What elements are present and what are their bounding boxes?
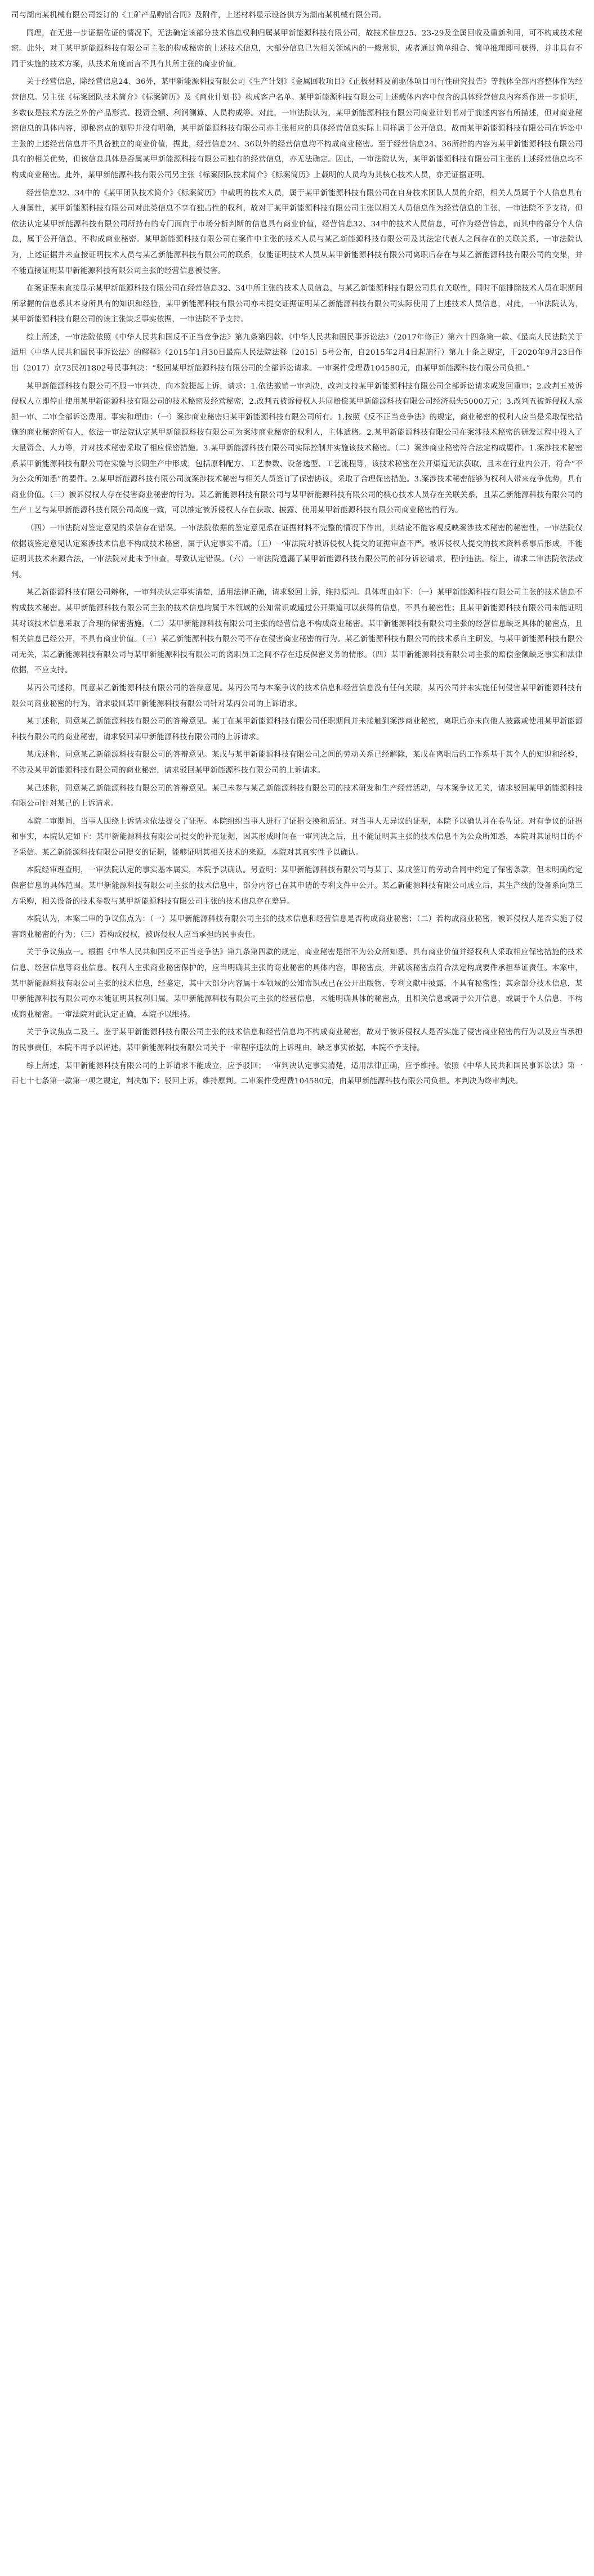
paragraph-15: 本院经审理查明，一审法院认定的事实基本属实，本院予以确认。另查明：某甲新能源科技有限公司与某丁、某戊签订的劳动合同中约定了保密条款，但未明确约定保密信息的具体范围。某甲新能源科技有限公司主张的技术信息中，部分内容已在其申请的专利文件中公开。某乙新能源科技有限公司成立后，其生产线的设备系向第三方采购，相关设备的技术参数与某甲新能源科技有限公司主张的技术信息存在差异。 xyxy=(11,866,583,906)
paragraph-9: 某乙新能源科技有限公司辩称，一审判决认定事实清楚，适用法律正确，请求驳回上诉，维持原判。具体理由如下：（一）某甲新能源科技有限公司主张的技术信息不构成技术秘密。某甲新能源科技有限公司主张的技术信息均属于本领域的公知常识或通过公开渠道可以获得的信息，不具有秘密性；且某甲新能源科技有限公司未能证明其对该技术信息采取了合理的保密措施。（二）某甲新能源科技有限公司主张的经营信息不构成商业秘密。某甲新能源科技有限公司主张的经营信息缺乏具体的秘密点，且相关信息已经公开，不具有商业价值。（三）某乙新能源科技有限公司不存在侵害商业秘密的行为。某乙新能源科技有限公司的技术系自主研发，与某甲新能源科技有限公司无关，某乙新能源科技有限公司与某甲新能源科技有限公司的离职员工之间不存在违反保密义务的情形。（四）某甲新能源科技有限公司主张的赔偿金额缺乏事实和法律依据，不应支持。 xyxy=(11,588,583,675)
paragraph-2: 同理，在无进一步证据佐证的情况下，无法确定该部分技术信息权利归属某甲新能源科技有限公司，故技术信息25、23-29及金属回收及重新利用，可不构成技术秘密。此外，对于某甲新能源科技有限公司主张的构成秘密的上述技术信息，大部分信息已为相关领域内的一般常识，或者通过简单组合、简单推理即可获得，并非具有不同于实施的技术方案，从技术角度而言不具有其所主张的商业价值。 xyxy=(11,29,583,69)
paragraph-10: 某丙公司述称，同意某乙新能源科技有限公司的答辩意见。某丙公司与本案争议的技术信息和经营信息没有任何关联，某丙公司并未实施任何侵害某甲新能源科技有限公司商业秘密的行为，请求驳回某甲新能源科技有限公司针对某丙公司的上诉请求。 xyxy=(11,684,583,708)
paragraph-7: 某甲新能源科技有限公司不服一审判决，向本院提起上诉，请求：1.依法撤销一审判决，改判支持某甲新能源科技有限公司全部诉讼请求或发回重审；2.改判五被诉侵权人立即停止使用某甲新能源科技有限公司的技术秘密及经营秘密，2.改判五被诉侵权人共同赔偿某甲新能源科技有限公司经济损失5000万元；3.改判五被诉侵权人承担一审、二审全部诉讼费用。事实和理由：（一）案涉商业秘密归某甲新能源科技有限公司所有。1.按照《反不正当竞争法》的规定，商业秘密的权利人应当是采取保密措施的商业秘密所有人，依法一审法院认定某甲新能源科技有限公司为案涉商业秘密的权利人，主体适格。2.某甲新能源科技有限公司在案涉技术秘密的研发过程中投入了大量资金、人力等，并对技术秘密采取了相应保密措施。3.某甲新能源科技有限公司实际控制并实施该技术秘密。（二）案涉商业秘密符合法定构成要件。1.案涉技术秘密系某甲新能源科技有限公司在实验与长期生产中形成，包括原料配方、工艺参数、设备选型、工艺流程等，该技术秘密在公开渠道无法获取，且未在行业内公开，符合“不为公众所知悉”的要件。2.某甲新能源科技有限公司就案涉技术秘密与相关人员签订了保密协议，采取了合理保密措施。3.案涉技术秘密能够为权利人带来竞争优势，具有商业价值。（三）被诉侵权人存在侵害商业秘密的行为。某乙新能源科技有限公司与某甲新能源科技有限公司的核心技术人员存在关联关系，且某乙新能源科技有限公司的生产工艺与某甲新能源科技有限公司高度一致，可以推定被诉侵权人存在获取、披露、使用某甲新能源科技有限公司商业秘密的行为。 xyxy=(11,382,583,515)
paragraph-14: 本院二审期间，当事人围绕上诉请求依法提交了证据。本院组织当事人进行了证据交换和质证。对当事人无异议的证据，本院予以确认并在卷佐证。对有争议的证据和事实，本院认定如下：某甲新能源科技有限公司提交的补充证据，因其形成时间在一审判决之后，且不能证明其主张的技术信息不为公众所知悉，本院对其证明目的不予采信。某乙新能源科技有限公司提交的证据，能够证明其相关技术的来源，本院对其真实性予以确认。 xyxy=(11,817,583,857)
paragraph-4: 经营信息32、34中的《某甲团队技术简介》《标案简历》中载明的技术人员，属于某甲新能源科技有限公司在自身技术团队人员的介绍，相关人员属于个人信息具有人身属性，某甲新能源科技有限公司对此类信息不享有独占性的权利，故对于某甲新能源科技有限公司主张以相关人员信息作为经营信息的主张，一审法院不予支持，但依法认定某甲新能源科技有限公司所持有的专门面向于市场分析判断的信息具有商业价值，经营信息32、34中的技术人员信息，可作为经营信息，而其中的部分个人信息，属于公开信息，不构成商业秘密。某甲新能源科技有限公司在案件中主张的技术人员与某乙新能源科技有限公司及其法定代表人之间存在的关联关系，一审法院认为，上述证据并未直接证明技术人员与某乙新能源科技有限公司的联系，仅能证明技术人员从某甲新能源科技有限公司离职后存在与某乙新能源科技有限公司的交集，并不能直接证明某甲新能源科技有限公司主张的经营信息被侵害。 xyxy=(11,189,583,275)
paragraph-6: 综上所述，一审法院依照《中华人民共和国反不正当竞争法》第九条第四款、《中华人民共和国民事诉讼法》（2017年修正）第六十四条第一款、《最高人民法院关于适用〈中华人民共和国民事诉讼法〉的解释》（2015年1月30日最高人民法院法释〔2015〕5号公布，自2015年2月4日起施行）第九十条之规定，于2020年9月23日作出（2017）京73民初1802号民事判决：“驳回某甲新能源科技有限公司的全部诉讼请求。一审案件受理费104580元，由某甲新能源科技有限公司负担。” xyxy=(11,333,583,373)
paragraph-5: 在案证据未直接显示某甲新能源科技有限公司在经营信息32、34中所主张的技术人员信息，与某乙新能源科技有限公司具有关联性，同时不能排除技术人员在职期间所掌握的信息系其本身所具有的知识和经验，某甲新能源科技有限公司亦未提交证据证明某乙新能源科技有限公司实际使用了上述技术人员信息，对此，一审法院认为，某甲新能源科技有限公司的该主张缺乏事实依据，一审法院不予支持。 xyxy=(11,284,583,324)
paragraph-13: 某己述称，同意某乙新能源科技有限公司的答辩意见。某己未参与某乙新能源科技有限公司的技术研发和生产经营活动，与本案争议无关，请求驳回某甲新能源科技有限公司针对某己的上诉请求。 xyxy=(11,784,583,809)
paragraph-18: 关于争议焦点二及三。鉴于某甲新能源科技有限公司主张的技术信息和经营信息均不构成商业秘密，故对于被诉侵权人是否实施了侵害商业秘密的行为以及应当承担的民事责任，本院不再予以评述。某甲新能源科技有限公司关于一审程序违法的上诉理由，缺乏事实依据，本院不予支持。 xyxy=(11,1028,583,1052)
paragraph-8: （四）一审法院对鉴定意见的采信存在错误。一审法院依据的鉴定意见系在证据材料不完整的情况下作出，其结论不能客观反映案涉技术秘密的秘密性，一审法院仅依据该鉴定意见认定案涉技术信息不构成技术秘密，属于认定事实不清。（五）一审法院对被诉侵权人提交的证据审查不严。被诉侵权人提交的技术资料系事后形成，不能证明其技术来源合法，一审法院对此未予审查，导致认定错误。（六）一审法院遗漏了某甲新能源科技有限公司的部分诉讼请求，程序违法。综上，请求二审法院依法改判。 xyxy=(11,524,583,579)
paragraph-3: 关于经营信息，除经营信息24、36外，某甲新能源科技有限公司《生产计划》《金属回收项目》《正极材料及前驱体项目可行性研究报告》等载体全部内容整体作为经营信息。另主张《标案团队技术简介》《标案简历》及《商业计划书》构成客户名单。某甲新能源科技有限公司上述载体内容中包含的具体经营信息内容系作进一步说明，多数仅是技术方法之外的产品形式、投资金额、利润测算、人员构成等。对此，一审法院认为，某甲新能源科技有限公司商业计划书对于前述内容有所描述，但对商业秘密信息的具体内容，即秘密点的划界并没有明确，某甲新能源科技有限公司亦主张相应的具体经营信息实际上同样属于公开信息，故而某甲新能源科技有限公司在诉讼中主张的上述经营信息并不具备独立的商业价值，据此，经营信息24、36以外的经营信息均不构成商业秘密。至于经营信息24、36所指的内容为某甲新能源科技有限公司具有的相关优势，但该信息具体是否属某甲新能源科技有限公司独有的经营信息，亦无法确定。因此，一审法院认为，某甲新能源科技有限公司主张的上述经营信息均不构成商业秘密。此外，某甲新能源科技有限公司另主张《标案团队技术简介》《标案简历》上载明的人员均为其核心技术人员，亦无证据证明。 xyxy=(11,78,583,180)
paragraph-12: 某戊述称，同意某乙新能源科技有限公司的答辩意见。某戊与某甲新能源科技有限公司之间的劳动关系已经解除，某戊在离职后的工作系基于其个人的知识和经验，不涉及某甲新能源科技有限公司的商业秘密，请求驳回某甲新能源科技有限公司的上诉请求。 xyxy=(11,751,583,775)
paragraph-11: 某丁述称，同意某乙新能源科技有限公司的答辩意见。某丁在某甲新能源科技有限公司任职期间并未接触到案涉商业秘密，离职后亦未向他人披露或使用某甲新能源科技有限公司的商业秘密，请求驳回某甲新能源科技有限公司的上诉请求。 xyxy=(11,717,583,742)
paragraph-19: 综上所述，某甲新能源科技有限公司的上诉请求不能成立，应予驳回；一审判决认定事实清楚，适用法律正确，应予维持。依照《中华人民共和国民事诉讼法》第一百七十七条第一款第一项之规定，判决如下：驳回上诉，维持原判。二审案件受理费104580元，由某甲新能源科技有限公司负担。本判决为终审判决。 xyxy=(11,1061,583,1086)
paragraph-16: 本院认为，本案二审的争议焦点为：（一）某甲新能源科技有限公司主张的技术信息和经营信息是否构成商业秘密；（二）若构成商业秘密，被诉侵权人是否实施了侵害商业秘密的行为；（三）若构成侵权，被诉侵权人应当承担的民事责任。 xyxy=(11,915,583,939)
paragraph-1: 司与湖南某机械有限公司签订的《工矿产品购销合同》及附件，上述材料显示设备供方为湖南某机械有限公司。 xyxy=(11,11,386,20)
paragraph-17: 关于争议焦点一。根据《中华人民共和国反不正当竞争法》第九条第四款的规定，商业秘密是指不为公众所知悉、具有商业价值并经权利人采取相应保密措施的技术信息、经营信息等商业信息。权利人主张商业秘密保护的，应当明确其主张的商业秘密的具体内容，即秘密点，并就该秘密点符合法定构成要件承担举证责任。本案中，某甲新能源科技有限公司主张的技术信息，经鉴定，其中大部分内容属于本领域的公知常识或已在公开出版物、专利文献中披露，不具有秘密性；其余部分技术信息，某甲新能源科技有限公司亦未能证明其权利归属。某甲新能源科技有限公司主张的经营信息，未能明确具体的秘密点，且相关信息或属于公开信息，或属于个人信息，不构成商业秘密。一审法院对此认定正确，本院予以维持。 xyxy=(11,948,583,1019)
